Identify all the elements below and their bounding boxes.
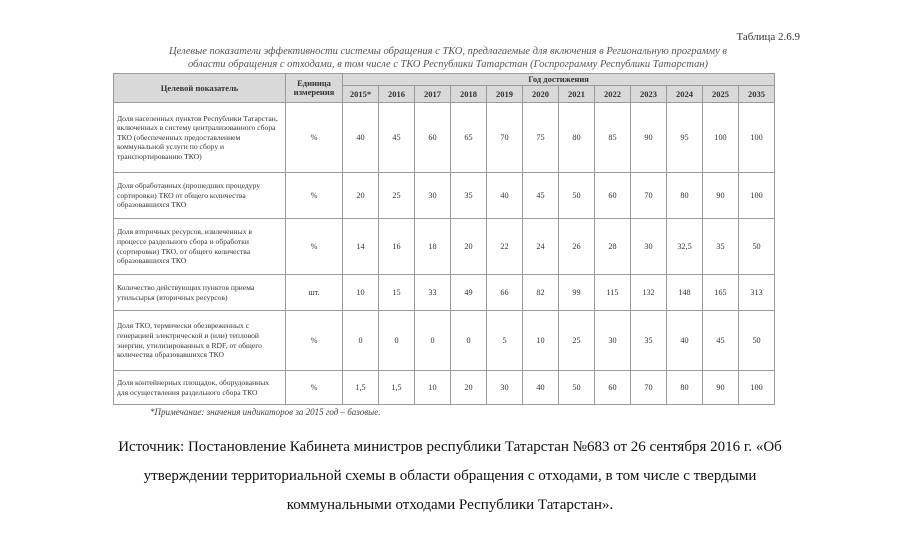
- header-unit: Единица измерения: [286, 74, 343, 103]
- value-cell: 45: [379, 103, 415, 173]
- value-cell: 40: [343, 103, 379, 173]
- unit-cell: %: [286, 219, 343, 275]
- value-cell: 100: [739, 371, 775, 405]
- value-cell: 18: [415, 219, 451, 275]
- value-cell: 40: [667, 311, 703, 371]
- value-cell: 60: [595, 371, 631, 405]
- value-cell: 80: [667, 173, 703, 219]
- header-year: 2022: [595, 86, 631, 103]
- indicator-cell: Количество действующих пунктов приема утильсырья (вторичных ресурсов): [114, 275, 286, 311]
- value-cell: 10: [415, 371, 451, 405]
- unit-cell: %: [286, 103, 343, 173]
- value-cell: 0: [343, 311, 379, 371]
- value-cell: 60: [595, 173, 631, 219]
- unit-cell: %: [286, 371, 343, 405]
- value-cell: 40: [487, 173, 523, 219]
- table-header-row: [114, 74, 775, 86]
- value-cell: 22: [487, 219, 523, 275]
- header-year-group: Год достижения: [343, 74, 775, 86]
- value-cell: 80: [559, 103, 595, 173]
- header-year: 2017: [415, 86, 451, 103]
- value-cell: 0: [379, 311, 415, 371]
- value-cell: 14: [343, 219, 379, 275]
- value-cell: 90: [703, 173, 739, 219]
- header-year: 2023: [631, 86, 667, 103]
- target-indicators-table: [113, 73, 775, 405]
- header-year: 2020: [523, 86, 559, 103]
- value-cell: 70: [487, 103, 523, 173]
- header-year: 2015*: [343, 86, 379, 103]
- value-cell: 32,5: [667, 219, 703, 275]
- value-cell: 10: [523, 311, 559, 371]
- value-cell: 100: [739, 103, 775, 173]
- value-cell: 99: [559, 275, 595, 311]
- value-cell: 20: [451, 219, 487, 275]
- header-year: 2018: [451, 86, 487, 103]
- value-cell: 35: [631, 311, 667, 371]
- value-cell: 26: [559, 219, 595, 275]
- value-cell: 65: [451, 103, 487, 173]
- value-cell: 82: [523, 275, 559, 311]
- header-year: 2035: [739, 86, 775, 103]
- value-cell: 35: [703, 219, 739, 275]
- value-cell: 30: [415, 173, 451, 219]
- value-cell: 45: [703, 311, 739, 371]
- unit-cell: %: [286, 311, 343, 371]
- value-cell: 33: [415, 275, 451, 311]
- value-cell: 313: [739, 275, 775, 311]
- table-footnote: *Примечание: значения индикаторов за 2015 год – базовые.: [150, 407, 381, 417]
- table-row: [114, 103, 775, 173]
- value-cell: 0: [451, 311, 487, 371]
- value-cell: 165: [703, 275, 739, 311]
- value-cell: 35: [451, 173, 487, 219]
- value-cell: 50: [739, 219, 775, 275]
- value-cell: 100: [703, 103, 739, 173]
- value-cell: 90: [703, 371, 739, 405]
- unit-cell: %: [286, 173, 343, 219]
- value-cell: 5: [487, 311, 523, 371]
- value-cell: 100: [739, 173, 775, 219]
- value-cell: 30: [595, 311, 631, 371]
- header-year: 2019: [487, 86, 523, 103]
- table-row: [114, 219, 775, 275]
- table-number-label: Таблица 2.6.9: [736, 31, 800, 43]
- value-cell: 1,5: [343, 371, 379, 405]
- value-cell: 45: [523, 173, 559, 219]
- value-cell: 40: [523, 371, 559, 405]
- value-cell: 49: [451, 275, 487, 311]
- header-year: 2025: [703, 86, 739, 103]
- value-cell: 60: [415, 103, 451, 173]
- indicator-cell: Доля ТКО, термически обезвреженных с генерацией электрической и (или) тепловой энергии, утилизированных в RDF, от общего количества образовавшихся ТКО: [114, 311, 286, 371]
- table-row: [114, 371, 775, 405]
- indicator-cell: Доля обработанных (прошедших процедуру сортировки) ТКО от общего количества образовавшихся ТКО: [114, 173, 286, 219]
- header-year: 2024: [667, 86, 703, 103]
- indicator-cell: Доля контейнерных площадок, оборудованных для осуществления раздельного сбора ТКО: [114, 371, 286, 405]
- value-cell: 50: [559, 371, 595, 405]
- value-cell: 16: [379, 219, 415, 275]
- value-cell: 95: [667, 103, 703, 173]
- value-cell: 70: [631, 173, 667, 219]
- indicator-cell: Доля населенных пунктов Республики Татарстан, включенных в систему централизованного сбора ТКО (обеспеченных предоставлением коммунальной услуги по сбору и транспортированию ТКО): [114, 103, 286, 173]
- header-indicator: Целевой показатель: [114, 74, 286, 103]
- value-cell: 30: [487, 371, 523, 405]
- unit-cell: шт.: [286, 275, 343, 311]
- header-year: 2016: [379, 86, 415, 103]
- indicator-cell: Доля вторичных ресурсов, извлеченных в процессе раздельного сбора и обработки (сортировки) ТКО, от общего количества образовавшихся ТКО: [114, 219, 286, 275]
- value-cell: 66: [487, 275, 523, 311]
- value-cell: 75: [523, 103, 559, 173]
- header-year: 2021: [559, 86, 595, 103]
- value-cell: 90: [631, 103, 667, 173]
- table-caption-line: области обращения с отходами, в том числе с ТКО Республики Татарстан (Госпрограмму Республики Татарстан): [187, 59, 709, 70]
- value-cell: 24: [523, 219, 559, 275]
- table-caption: [118, 45, 778, 71]
- value-cell: 132: [631, 275, 667, 311]
- value-cell: 15: [379, 275, 415, 311]
- table-row: [114, 311, 775, 371]
- value-cell: 28: [595, 219, 631, 275]
- value-cell: 1,5: [379, 371, 415, 405]
- table-row: [114, 173, 775, 219]
- value-cell: 25: [379, 173, 415, 219]
- value-cell: 0: [415, 311, 451, 371]
- value-cell: 20: [451, 371, 487, 405]
- value-cell: 80: [667, 371, 703, 405]
- value-cell: 50: [739, 311, 775, 371]
- source-citation: Источник: Постановление Кабинета министров республики Татарстан №683 от 26 сентября 2016 г. «Об утверждении территориальной схемы в области обращения с отходами, в том числе с твердыми коммунальными отходами Республики Татарстан».: [118, 439, 782, 513]
- value-cell: 20: [343, 173, 379, 219]
- value-cell: 25: [559, 311, 595, 371]
- table-row: [114, 275, 775, 311]
- value-cell: 30: [631, 219, 667, 275]
- value-cell: 85: [595, 103, 631, 173]
- value-cell: 148: [667, 275, 703, 311]
- value-cell: 50: [559, 173, 595, 219]
- value-cell: 10: [343, 275, 379, 311]
- value-cell: 115: [595, 275, 631, 311]
- table-caption-line: Целевые показатели эффективности системы обращения с ТКО, предлагаемые для включения в Региональную программу в: [169, 46, 727, 57]
- value-cell: 70: [631, 371, 667, 405]
